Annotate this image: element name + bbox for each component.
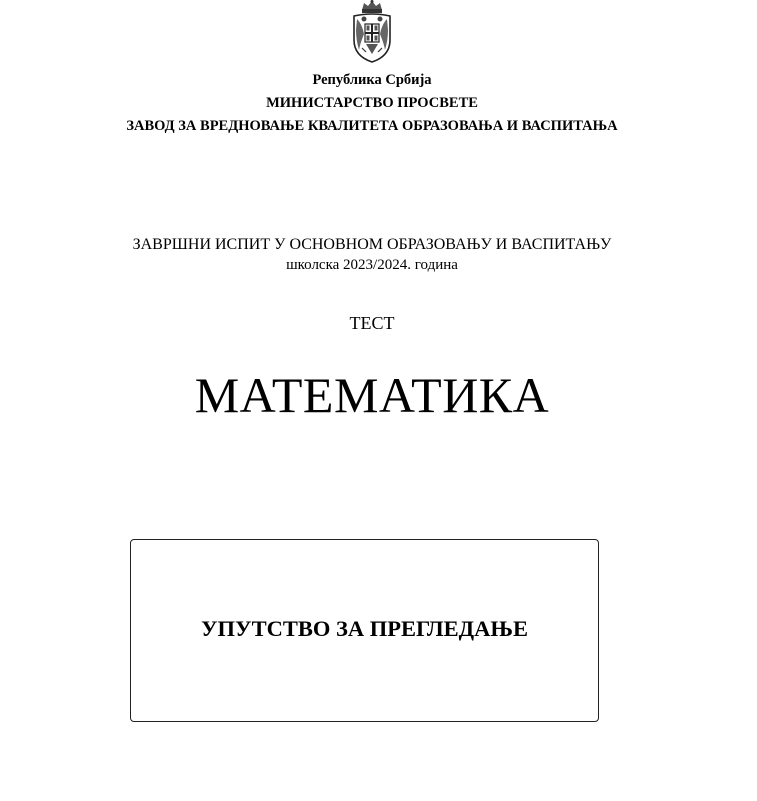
serbian-coat-of-arms-icon [350,0,394,63]
test-label: ТЕСТ [349,313,395,333]
exam-title: ЗАВРШНИ ИСПИТ У ОСНОВНОМ ОБРАЗОВАЊУ И ВАСПИТАЊУ [132,236,612,253]
ministry-heading: МИНИСТАРСТВО ПРОСВЕТЕ [266,95,478,111]
institute-heading: ЗАВОД ЗА ВРЕДНОВАЊЕ КВАЛИТЕТА ОБРАЗОВАЊА И ВАСПИТАЊА [126,118,618,134]
instructions-label: УПУТСТВО ЗА ПРЕГЛЕДАЊЕ [201,616,528,641]
subject-title: МАТЕМАТИКА [194,367,550,423]
school-year: школска 2023/2024. година [286,257,458,273]
instructions-box [130,539,599,722]
republic-heading: Република Србија [312,72,432,88]
